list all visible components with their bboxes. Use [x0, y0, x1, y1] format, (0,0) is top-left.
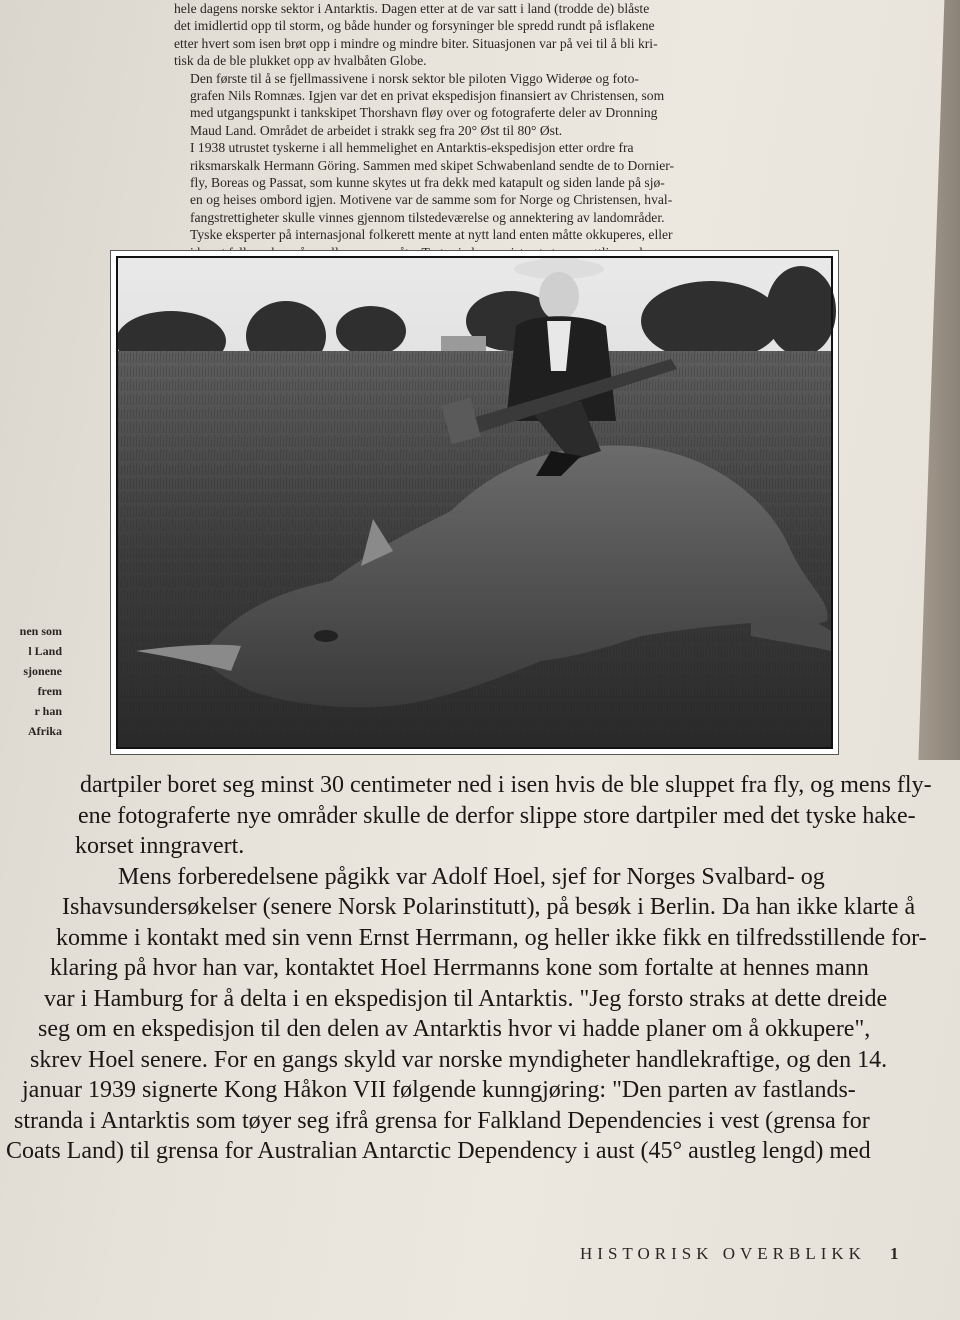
text-line: riksmarskalk Hermann Göring. Sammen med skipet Schwabenland sendte de to Dornier-	[190, 157, 675, 173]
photo-hunter-on-rhino	[110, 250, 839, 755]
text-line: grafen Nils Romnæs. Igjen var det en privat ekspedisjon finansiert av Christensen, som	[190, 88, 665, 104]
text-line: en og heises ombord igjen. Motivene var de samme som for Norge og Christensen, hval-	[190, 192, 673, 208]
text-line: klaring på hvor han var, kontaktet Hoel Herrmanns kone som fortalte at hennes mann	[50, 955, 869, 981]
text-line: Tyske eksperter på internasjonal folkerett mente at nytt land enten måtte okkuperes, eller	[190, 227, 673, 243]
main-text-block	[0, 770, 960, 1167]
top-text-block	[150, 0, 830, 261]
paragraph-1	[150, 0, 830, 70]
text-line: med utgangspunkt i tankskipet Thorshavn fløy over og fotograferte deler av Dronning	[190, 105, 658, 121]
text-line: fly, Boreas og Passat, som kunne skytes ut fra dekk med katapult og siden lande på sjø-	[190, 175, 665, 191]
text-line: Den første til å se fjellmassivene i norsk sektor ble piloten Viggo Widerøe og foto-	[190, 70, 639, 86]
paragraph-2	[150, 70, 830, 140]
text-line: fangstrettigheter skulle vinnes gjennom tilstedeværelse og annektering av landområder.	[190, 209, 665, 225]
text-line: skrev Hoel senere. For en gangs skyld var norske myndigheter handlekraftige, og den 14.	[30, 1046, 888, 1073]
caption-line: nen som	[19, 624, 62, 638]
photo-caption	[0, 621, 62, 741]
text-line: det imidlertid opp til storm, og både hunder og forsyninger ble spredd rundt på isflakene	[174, 18, 655, 34]
caption-line: frem	[37, 684, 62, 698]
text-line: januar 1939 signerte Kong Håkon VII følgende kunngjøring: "Den parten av fastlands-	[22, 1077, 856, 1103]
text-line: I 1938 utrustet tyskerne i all hemmelighet en Antarktis-ekspedisjon etter ordre fra	[190, 140, 634, 156]
caption-line: r han	[34, 704, 62, 718]
text-line: korset inngravert.	[75, 833, 245, 859]
section-title: HISTORISK OVERBLIKK	[580, 1244, 866, 1263]
text-line: komme i kontakt med sin venn Ernst Herrmann, og heller ikke fikk en tilfredsstillende for-	[56, 924, 927, 951]
text-line: hele dagens norske sektor i Antarktis. Dagen etter at de var satt i land (trodde de) blåste	[174, 1, 650, 16]
caption-line: sjonene	[23, 664, 62, 678]
running-footer	[580, 1244, 898, 1264]
text-line: etter hvert som isen brøt opp i mindre og mindre biter. Situasjonen var på vei til å bli kri-	[174, 35, 658, 51]
text-line: ene fotograferte nye områder skulle de derfor slippe store dartpiler med det tyske hake-	[78, 802, 916, 829]
text-line: Maud Land. Området de arbeidet i strakk seg fra 20° Øst til 80° Øst.	[190, 122, 563, 138]
text-line: var i Hamburg for å delta i en ekspedisjon til Antarktis. "Jeg forsto straks at dette dreide	[44, 985, 888, 1012]
caption-line: l Land	[28, 644, 62, 658]
text-line: tisk da de ble plukket opp av hvalbåten Globe.	[174, 53, 427, 69]
text-line: seg om en ekspedisjon til den delen av Antarktis hvor vi hadde planer om å okkupere",	[38, 1016, 871, 1042]
text-line: Mens forberedelsene pågikk var Adolf Hoel, sjef for Norges Svalbard- og	[118, 863, 825, 890]
text-line: Coats Land) til grensa for Australian Antarctic Dependency i aust (45° austleg lengd) med	[6, 1138, 871, 1164]
photograph-image	[111, 251, 838, 754]
text-line: Ishavsundersøkelser (senere Norsk Polarinstitutt), på besøk i Berlin. Da han ikke klarte å	[62, 894, 916, 920]
text-line: stranda i Antarktis som tøyer seg ifrå grensa for Falkland Dependencies i vest (grensa for	[14, 1107, 870, 1134]
text-line: dartpiler boret seg minst 30 centimeter ned i isen hvis de ble sluppet fra fly, og mens fly-	[80, 772, 932, 798]
caption-line: Afrika	[28, 724, 62, 738]
page-number: 1	[889, 1244, 899, 1263]
paragraph-3	[150, 139, 830, 261]
